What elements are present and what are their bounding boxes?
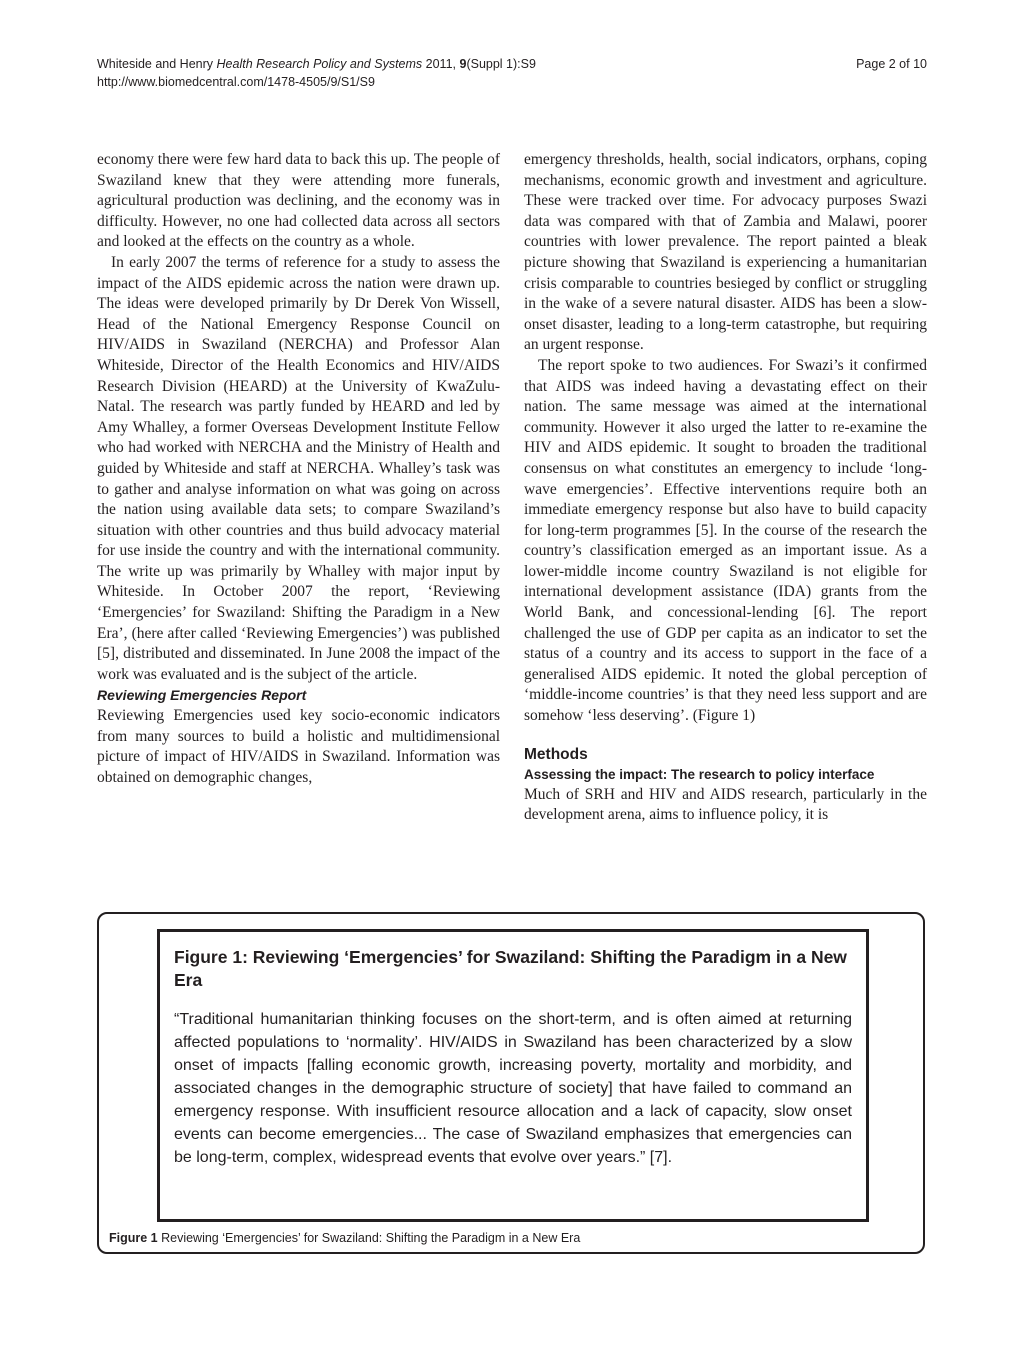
paragraph: emergency thresholds, health, social indicators, orphans, coping mechanisms, economic growth and investment and agriculture. These were tracked over time. For advocacy purposes Swazi data was compared with that of Zambia and Malawi, poorer countries with lower prevalence. The report painted a bleak picture showing that Swaziland is experiencing a humanitarian crisis comparable to countries besieged by conflict or struggling in the wake of a severe natural disaster. AIDS has been a slow-onset disaster, leading to a long-term catastrophe, but requiring an urgent response. xyxy=(524,151,927,354)
figure-quote: “Traditional humanitarian thinking focuses on the short-term, and is often aimed at returning affected populations to ‘normality’. HIV/AIDS in Swaziland has been characterized by a slow onset of impacts [falling economic growth, increasing poverty, mortality and morbidity, and associated changes in the demographic structure of society] that have failed to command an emergency response. With insufficient resource allocation and a lack of capacity, slow onset events can become emergencies... The case of Swaziland emphasizes that emergencies can be long-term, complex, widespread events that evolve over years.” [7]. xyxy=(174,1011,852,1166)
year: 2011, xyxy=(422,57,460,71)
article-url[interactable]: http://www.biomedcentral.com/1478-4505/9/S1/S9 xyxy=(97,75,375,89)
figure-title: Figure 1: Reviewing ‘Emergencies’ for Swaziland: Shifting the Paradigm in a New Era xyxy=(174,947,847,990)
figure-panel xyxy=(157,929,869,1222)
authors: Whiteside and Henry xyxy=(97,57,217,71)
journal-name: Health Research Policy and Systems xyxy=(216,57,423,71)
citation xyxy=(97,55,536,73)
volume: 9 xyxy=(459,57,467,71)
paragraph: economy there were few hard data to back this up. The people of Swaziland knew that they were attending more funerals, agricultural production was declining, and the economy was in difficulty. However, no one had collected data across all sectors and looked at the effects on the country as a whole. xyxy=(97,151,500,251)
paragraph: Much of SRH and HIV and AIDS research, particularly in the development arena, aims to influence policy, it is xyxy=(524,785,927,824)
right-column xyxy=(524,150,927,826)
left-column xyxy=(97,150,500,788)
paragraph: In early 2007 the terms of reference for a study to assess the impact of the AIDS epidemic across the nation were drawn up. The ideas were developed primarily by Dr Derek Von Wissell, Head of the National Emergency Response Council on HIV/AIDS in Swaziland (NERCHA) and Professor Alan Whiteside, Director of the Health Economics and HIV/AIDS Research Division (HEARD) at the University of KwaZulu-Natal. The research was partly funded by HEARD and led by Amy Whalley, a former Overseas Development Institute Fellow who had worked with NERCHA and the Ministry of Health and guided by Whiteside and staff at NERCHA. Whalley’s task was to gather and analyse information on what was going on across the nation using available data sets; to compare Swaziland’s situation with other countries and thus build advocacy material for use inside the country and with the international community. The write up was primarily by Whalley with major input by Whiteside. In October 2007 the report, ‘Reviewing ‘Emergencies’ for Swaziland: Shifting the Paradigm in a New Era’, (here after called ‘Reviewing Emergencies’) was published [5], distributed and disseminated. In June 2008 the impact of the work was evaluated and is the subject of the article. xyxy=(97,253,500,683)
paragraph: The report spoke to two audiences. For Swazi’s it confirmed that AIDS was indeed having a devastating effect on their nation. The same message was aimed at the international community. However it also urged the latter to re-examine the HIV and AIDS epidemic. It sought to broaden the traditional consensus on what constitutes an emergency to include ‘long-wave emergencies’. Effective interventions require both an immediate emergency response but also have to build capacity for long-term programmes [5]. In the course of the research the country’s classification emerged as an important issue. As a lower-middle income country Swaziland is not eligible for international development assistance (IDA) grants from the World Bank, and concessional-lending [6]. The report challenged the use of GDP per capita as an indicator to set the status of a country and its access to support in the face of a generalised AIDS epidemic. It noted the global perception of ‘middle-income countries’ is that they need less support and are somehow ‘less deserving’. (Figure 1) xyxy=(524,356,927,725)
header-citation-line xyxy=(97,55,927,73)
paragraph: Reviewing Emergencies used key socio-economic indicators from many sources to build a holistic and multidimensional picture of impact of HIV/AIDS in Swaziland. Information was obtained on demographic changes, xyxy=(97,707,500,786)
issue: (Suppl 1):S9 xyxy=(466,57,536,71)
figure-1 xyxy=(97,912,925,1254)
page-number: Page 2 of 10 xyxy=(856,57,927,71)
caption-text: Reviewing ‘Emergencies’ for Swaziland: Shifting the Paradigm in a New Era xyxy=(157,1231,581,1245)
caption-label: Figure 1 xyxy=(109,1231,158,1245)
section-heading-methods: Methods xyxy=(524,745,588,763)
subheading-reviewing-emergencies-report: Reviewing Emergencies Report xyxy=(97,687,307,704)
subsection-heading: Assessing the impact: The research to policy interface xyxy=(524,766,875,782)
page-header xyxy=(97,55,927,91)
figure-caption xyxy=(109,1230,580,1246)
